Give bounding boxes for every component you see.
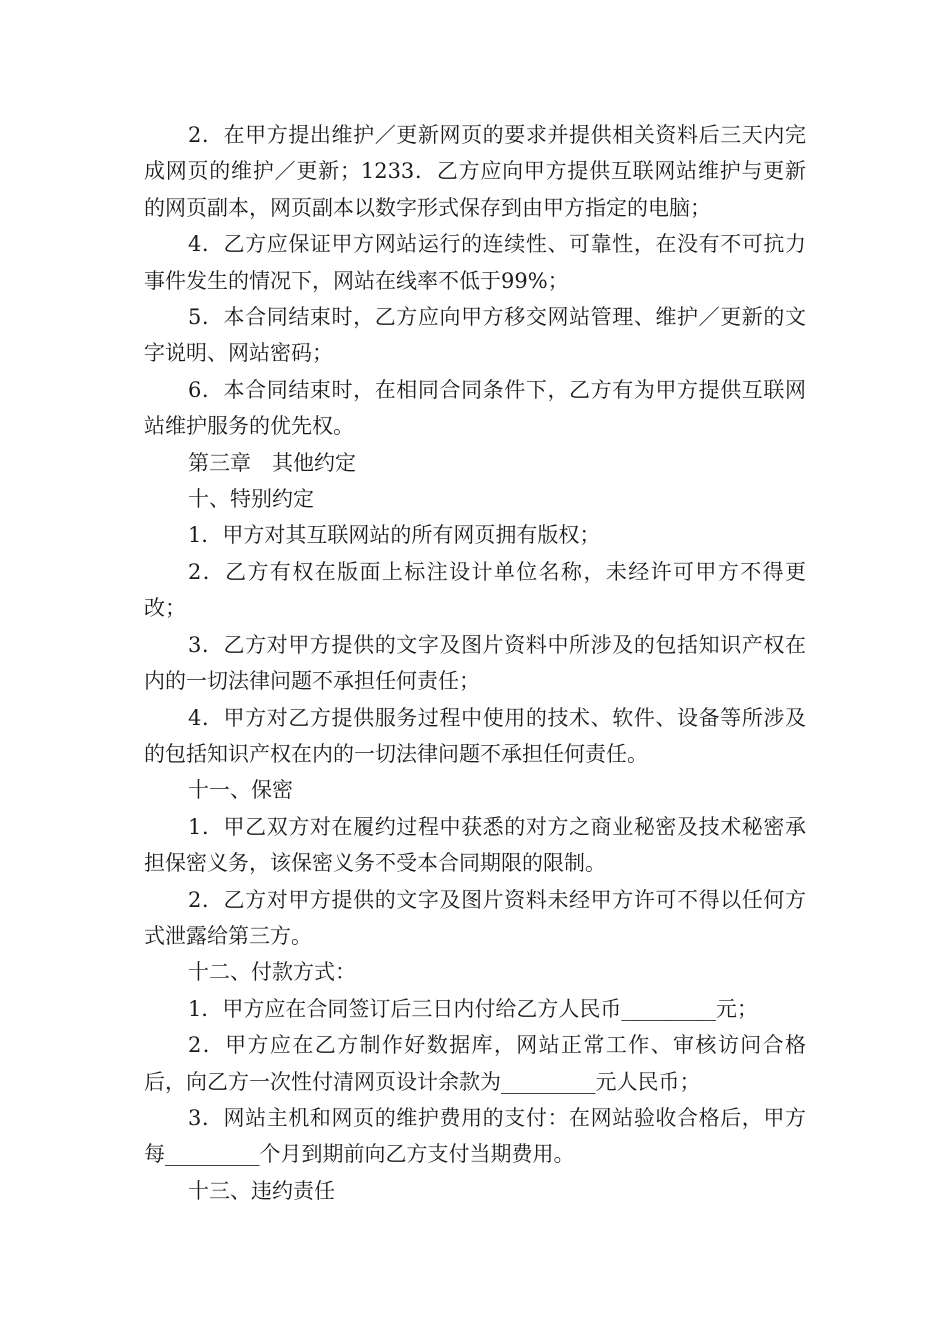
paragraph-special-3: 3．乙方对甲方提供的文字及图片资料中所涉及的包括知识产权在内的一切法律问题不承担任何责任； [144, 632, 806, 694]
paragraph-payment-1: 1．甲方应在合同签订后三日内付给乙方人民币_________元； [188, 996, 758, 1021]
paragraph-confidentiality-2: 2．乙方对甲方提供的文字及图片资料未经甲方许可不得以任何方式泄露给第三方。 [144, 887, 806, 948]
paragraph-special-4: 4．甲方对乙方提供服务过程中使用的技术、软件、设备等所涉及的包括知识产权在内的一切法律问题不承担任何责任。 [144, 705, 806, 766]
paragraph-special-1: 1．甲方对其互联网站的所有网页拥有版权； [188, 523, 601, 548]
section-heading-payment: 十二、付款方式： [188, 960, 356, 985]
paragraph-payment-3: 3．网站主机和网页的维护费用的支付：在网站验收合格后，甲方每_________个月到期前向乙方支付当期费用。 [144, 1105, 806, 1167]
chapter-heading: 第三章 其他约定 [188, 450, 356, 475]
section-heading-confidentiality: 十一、保密 [188, 778, 293, 803]
section-heading-liability: 十三、违约责任 [188, 1178, 335, 1203]
paragraph-confidentiality-1: 1．甲乙双方对在履约过程中获悉的对方之商业秘密及技术秘密承担保密义务，该保密义务不受本合同期限的限制。 [144, 814, 806, 876]
document-page [144, 117, 806, 1209]
paragraph-clause-2-3: 2．在甲方提出维护／更新网页的要求并提供相关资料后三天内完成网页的维护／更新；1233．乙方应向甲方提供互联网站维护与更新的网页副本，网页副本以数字形式保存到由甲方指定的电脑； [144, 123, 806, 220]
paragraph-clause-6: 6．本合同结束时，在相同合同条件下，乙方有为甲方提供互联网站维护服务的优先权。 [144, 377, 806, 439]
paragraph-clause-4: 4．乙方应保证甲方网站运行的连续性、可靠性，在没有不可抗力事件发生的情况下，网站在线率不低于99%； [144, 232, 806, 293]
paragraph-clause-5: 5．本合同结束时，乙方应向甲方移交网站管理、维护／更新的文字说明、网站密码； [144, 305, 806, 366]
paragraph-payment-2: 2．甲方应在乙方制作好数据库，网站正常工作、审核访问合格后，向乙方一次性付清网页设计余款为_________元人民币； [144, 1033, 806, 1094]
section-heading-special-terms: 十、特别约定 [188, 487, 314, 512]
paragraph-special-2: 2．乙方有权在版面上标注设计单位名称，未经许可甲方不得更改； [144, 559, 806, 621]
